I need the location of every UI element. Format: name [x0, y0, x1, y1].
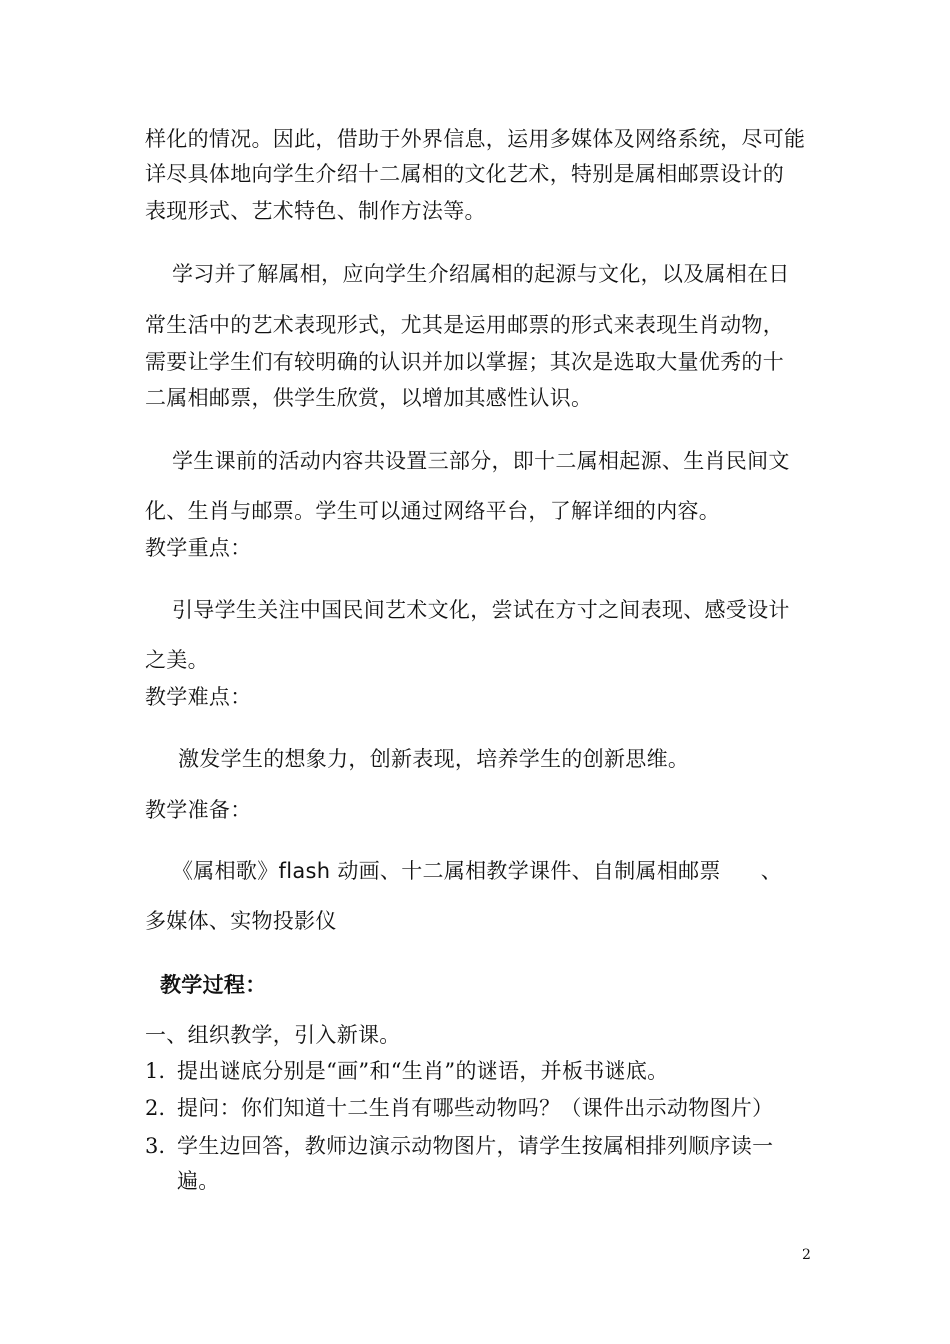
list-number: 3. [145, 1134, 166, 1158]
paragraph-line: 详尽具体地向学生介绍十二属相的文化艺术，特别是属相邮票设计的 [145, 162, 784, 186]
preparation-heading: 教学准备： [145, 798, 252, 822]
page-number: 2 [802, 1247, 811, 1263]
key-point-line: 之美。 [145, 648, 209, 672]
key-point-line: 引导学生关注中国民间艺术文化，尝试在方寸之间表现、感受设计 [172, 598, 790, 622]
section-heading: 一、组织教学，引入新课。 [145, 1023, 401, 1047]
preparation-text: 动画、十二属相教学课件、自制属相邮票 [330, 859, 721, 883]
paragraph-line: 常生活中的艺术表现形式，尤其是运用邮票的形式来表现生肖动物， [145, 313, 784, 337]
preparation-text: 、 [760, 859, 783, 883]
preparation-line: 多媒体、实物投影仪 [145, 909, 337, 933]
difficulty-text: 激发学生的想象力，创新表现，培养学生的创新思维。 [178, 747, 690, 771]
preparation-text: 《属相歌》 [172, 859, 279, 883]
paragraph-line: 表现形式、艺术特色、制作方法等。 [145, 199, 486, 223]
key-point-heading: 教学重点： [145, 536, 252, 560]
paragraph-line: 学习并了解属相，应向学生介绍属相的起源与文化，以及属相在日 [172, 262, 790, 286]
list-item: 学生边回答，教师边演示动物图片，请学生按属相排列顺序读一 [177, 1134, 774, 1158]
paragraph-line: 需要让学生们有较明确的认识并加以掌握；其次是选取大量优秀的十 [145, 350, 784, 374]
preparation-line [172, 861, 782, 882]
paragraph-line: 二属相邮票，供学生欣赏，以增加其感性认识。 [145, 386, 593, 410]
paragraph-line: 学生课前的活动内容共设置三部分，即十二属相起源、生肖民间文 [172, 449, 790, 473]
list-item-continuation: 遍。 [177, 1169, 220, 1193]
paragraph-line: 样化的情况。因此，借助于外界信息，运用多媒体及网络系统，尽可能 [145, 127, 806, 151]
difficulty-heading: 教学难点： [145, 685, 252, 709]
list-number: 1. [145, 1059, 166, 1083]
list-number: 2. [145, 1096, 166, 1120]
preparation-text: flash [278, 859, 331, 883]
process-heading: 教学过程： [160, 972, 267, 997]
list-item: 提问：你们知道十二生肖有哪些动物吗？（课件出示动物图片） [177, 1096, 774, 1120]
paragraph-line: 化、生肖与邮票。学生可以通过网络平台，了解详细的内容。 [145, 499, 721, 523]
list-item: 提出谜底分别是“画”和“生肖”的谜语，并板书谜底。 [177, 1059, 669, 1083]
